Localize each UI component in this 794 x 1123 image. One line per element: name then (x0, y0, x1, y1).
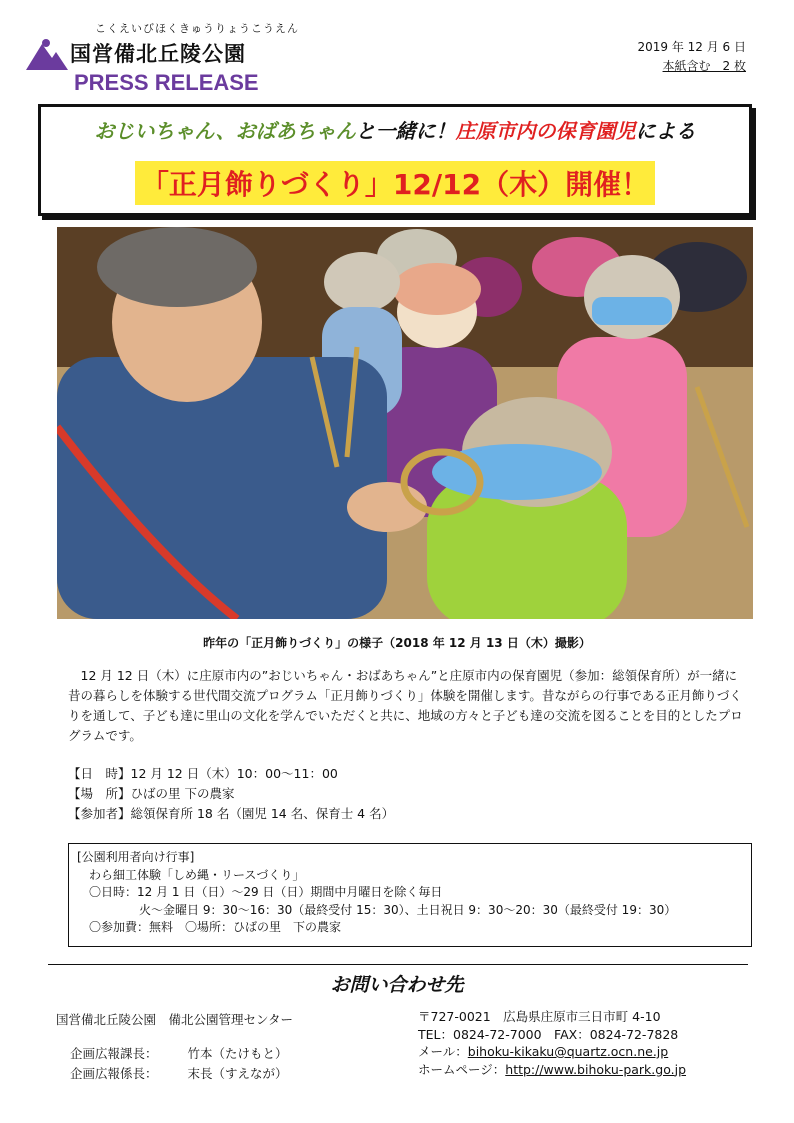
event-box-name: わら細工体験「しめ縄・リースづくり」 (89, 867, 305, 882)
org-name: 国営備北丘陵公園 (70, 42, 246, 66)
title-grandparents: おじいちゃん、おばあちゃん (94, 119, 356, 143)
contact-person-1 (56, 1044, 293, 1064)
detail-datetime: 【日 時】12 月 12 日（木）10：00〜11：00 (68, 766, 338, 781)
title-together: と一緒に！ (355, 119, 456, 143)
press-release-label: PRESS RELEASE (74, 70, 259, 95)
release-date: 2019 年 12 月 6 日 (637, 40, 746, 54)
contact-office: 国営備北丘陵公園 備北公園管理センター (56, 1012, 294, 1027)
title-line-1 (41, 115, 749, 144)
title-by: による (635, 119, 696, 143)
person2-name: 末長（すえなが） (187, 1066, 288, 1081)
divider (48, 964, 748, 965)
public-event-box (68, 843, 752, 947)
contact-tel-fax: TEL：0824-72-7000 FAX：0824-72-7828 (418, 1026, 679, 1042)
contact-right (418, 1008, 686, 1078)
page-count: 本紙含む 2 枚 (662, 59, 746, 73)
event-box-date: 〇日時：12 月 1 日（日）〜29 日（日）期間中月曜日を除く毎日 (89, 885, 443, 899)
title-box (38, 104, 752, 216)
body-text-block (68, 666, 748, 746)
contact-address: 〒727-0021 広島県庄原市三日市町 4-10 (418, 1009, 661, 1024)
website-link[interactable]: http://www.bihoku-park.go.jp (505, 1061, 687, 1077)
contact-web-row (418, 1061, 686, 1079)
park-logo-icon (26, 38, 68, 70)
detail-participants: 【参加者】総領保育所 18 名（園児 14 名、保育士 4 名） (68, 806, 395, 821)
person1-title: 企画広報課長： (70, 1046, 158, 1061)
body-paragraph: 12 月 12 日（木）に庄原市内の”おじいちゃん・おばあちゃん”と庄原市内の保育園児（参加：総領保育所）が一緒に昔の暮らしを体験する世代間交流プログラム「正月飾りづくり」体験を開催します。昔ながらの行事である正月飾りづくりを通して、子ども達に里山の文化を学んでいただくと共に、地域の方々と子ども達の交流を図ることを目的としたプログラムです。 (68, 668, 743, 743)
event-box-fee-place: 〇参加費：無料 〇場所：ひばの里 下の農家 (89, 920, 342, 934)
event-box-hours: 火〜金曜日 9：30〜16：30（最終受付 15：30）、土日祝日 9：30〜20：30（最終受付 19：30） (139, 902, 677, 917)
event-details (68, 764, 394, 824)
contact-left (56, 1010, 293, 1084)
org-ruby: こくえいびほくきゅうりょうこうえん (95, 22, 299, 35)
mail-label: メール： (418, 1044, 468, 1059)
contact-person-2 (56, 1064, 293, 1084)
title-line-2: 「正月飾りづくり」12/12（木）開催！ (135, 161, 655, 205)
contact-mail-row (418, 1043, 686, 1061)
event-photo (57, 227, 753, 619)
person2-title: 企画広報係長： (70, 1066, 158, 1081)
title-children: 庄原市内の保育園児 (455, 119, 636, 143)
photo-caption: 昨年の「正月飾りづくり」の様子（2018 年 12 月 13 日（木）撮影） (203, 636, 591, 650)
detail-place: 【場 所】ひばの里 下の農家 (68, 786, 235, 801)
contact-heading: お問い合わせ先 (330, 974, 464, 996)
mail-link[interactable]: bihoku-kikaku@quartz.ocn.ne.jp (467, 1044, 669, 1059)
web-label: ホームページ： (418, 1061, 506, 1077)
event-box-heading: [公園利用者向け行事] (77, 850, 195, 864)
date-block (637, 38, 746, 76)
person1-name: 竹本（たけもと） (187, 1046, 288, 1061)
